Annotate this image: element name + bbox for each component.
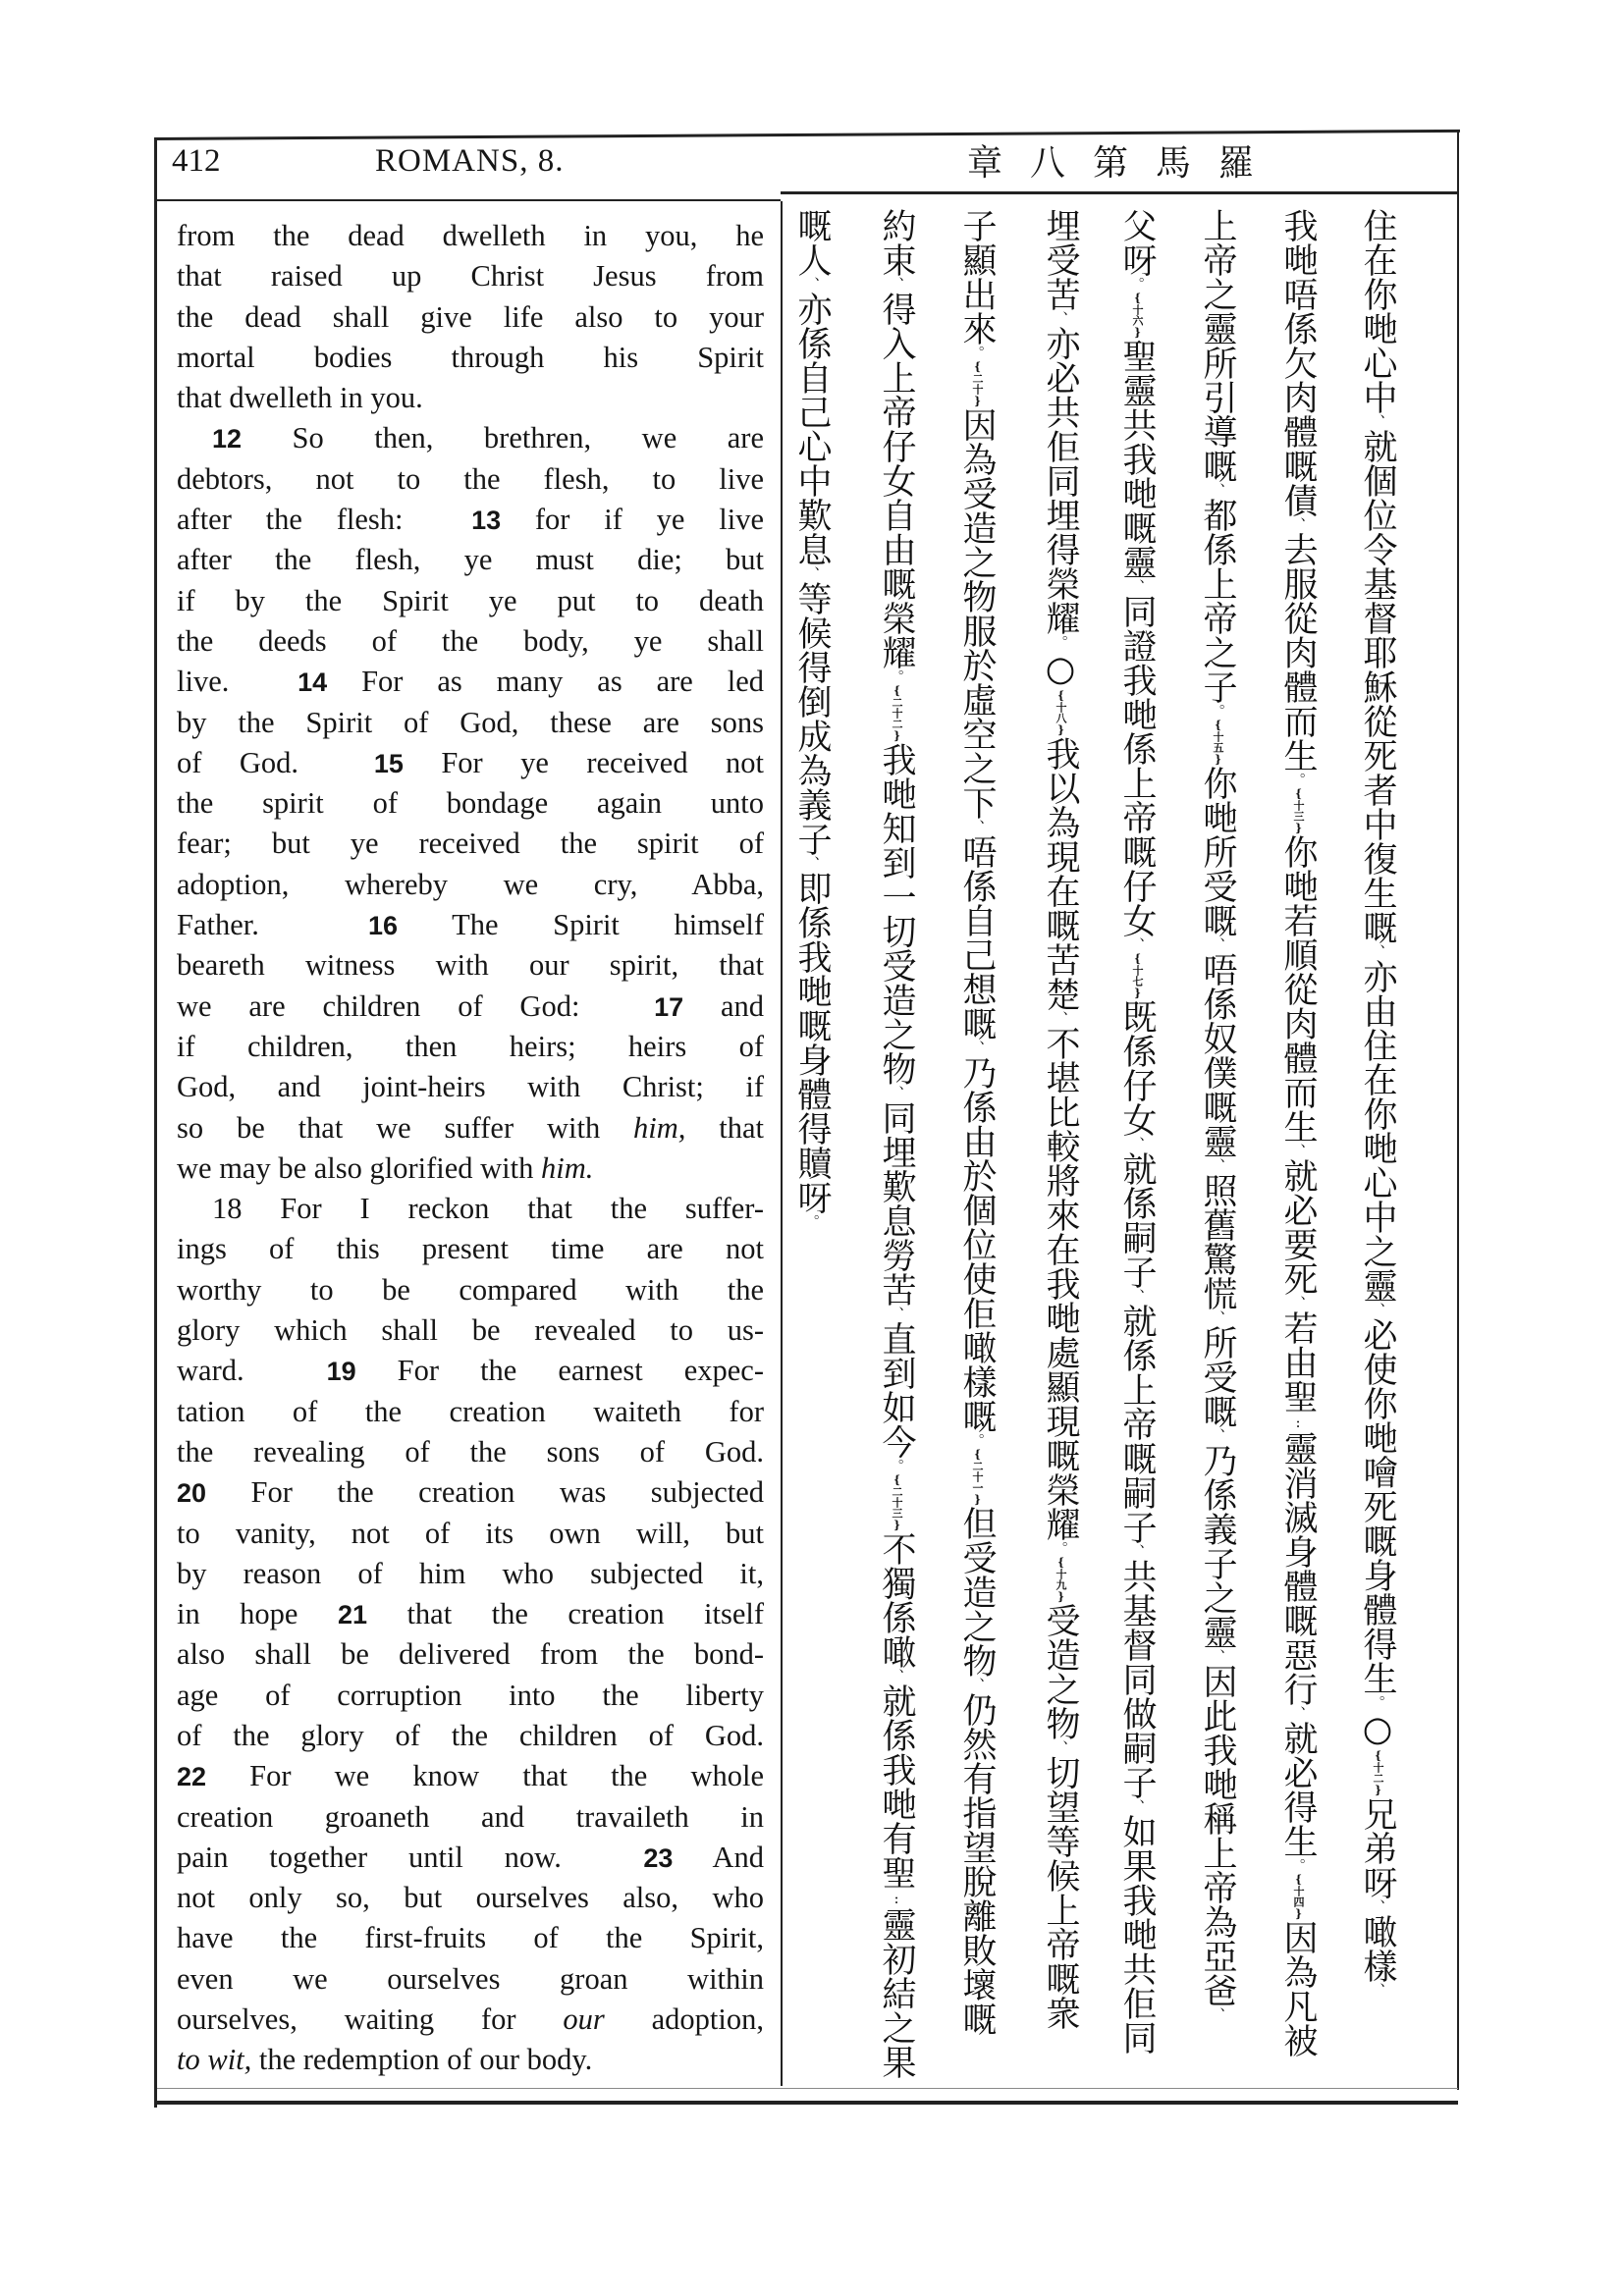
text-segment: that: [685, 1110, 764, 1145]
text-line: [177, 1756, 764, 1796]
chinese-column: 子顯出來。{二十}因為受造之物服於虛空之下、唔係自己想嘅、乃係由於個位使佢噉樣嘅。{二十一}但受造之物、仍然有指望脫離敗壞嘅: [957, 208, 997, 2036]
punctuation-mark: 、: [968, 820, 986, 834]
text-line: [177, 1959, 764, 2000]
punctuation-mark: 、: [888, 1307, 905, 1321]
text-segment: of God.: [177, 745, 374, 779]
punctuation-mark: 、: [1369, 1983, 1386, 1998]
text-line: [177, 1027, 764, 1067]
text-line: [177, 1148, 764, 1189]
punctuation-mark: 、: [1209, 1158, 1226, 1173]
text-line: [177, 621, 764, 662]
text-segment: not only so, but ourselves also, who: [177, 1881, 764, 1915]
text-line: [177, 662, 764, 702]
punctuation-mark: 。: [888, 669, 905, 684]
text-segment: fear; but ye received the spirit of: [177, 827, 764, 861]
verse-marker: {二十}: [971, 360, 984, 407]
punctuation-mark: 、: [888, 1669, 905, 1683]
text-segment: from the dead dwelleth in you, he: [177, 219, 764, 252]
text-line: [177, 1594, 764, 1634]
punctuation-mark: 、: [1128, 1137, 1146, 1151]
text-segment: by the Spirit of God, these are sons: [177, 705, 764, 739]
punctuation-mark: 、: [1209, 1310, 1226, 1325]
punctuation-mark: :: [1289, 1414, 1307, 1431]
punctuation-mark: 、: [1209, 937, 1226, 952]
text-segment: For as many as are led: [327, 665, 764, 699]
text-line: [177, 1716, 764, 1756]
punctuation-mark: 、: [1128, 1289, 1146, 1304]
punctuation-mark: 、: [1052, 311, 1069, 326]
column-divider: [781, 201, 783, 2086]
text-line: [177, 540, 764, 580]
verse-marker: {二十一}: [971, 1448, 984, 1506]
punctuation-mark: 、: [803, 277, 821, 292]
text-line: [177, 1676, 764, 1716]
verse-marker: {十六}: [1131, 292, 1144, 339]
text-segment: that raised up Christ Jesus from: [177, 259, 764, 294]
punctuation-mark: 。: [1209, 704, 1226, 719]
text-segment: and: [683, 988, 764, 1023]
text-segment: creation groaneth and travaileth in: [177, 1799, 764, 1834]
text-line: [177, 500, 764, 540]
text-segment: For we know that the whole: [206, 1759, 764, 1793]
verse-marker: {十三}: [1292, 787, 1305, 834]
text-line: [177, 1270, 764, 1310]
text-line: [177, 703, 764, 743]
text-segment: adoption,: [604, 2002, 764, 2037]
text-line: [177, 581, 764, 621]
punctuation-mark: 。: [1289, 773, 1307, 787]
punctuation-mark: 。: [968, 346, 986, 360]
punctuation-mark: 、: [888, 1086, 905, 1100]
chinese-column: 上帝之靈所引導嘅、都係上帝之子。{十五}你哋所受嘅、唔係奴僕嘅靈、照舊驚慌、所受嘅、乃係義子之靈、因此我哋稱上帝為亞爸、: [1198, 208, 1237, 2022]
chinese-running-title: 章八第馬羅: [967, 143, 1282, 184]
text-segment: glory which shall be revealed to us-: [177, 1313, 764, 1348]
punctuation-mark: 、: [1052, 1011, 1069, 1026]
text-line: [177, 216, 764, 256]
punctuation-mark: 。: [1289, 1858, 1307, 1873]
verse-marker: {十二}: [1372, 1749, 1384, 1796]
running-title: ROMANS, 8.: [375, 143, 565, 179]
text-segment: ings of this present time are not: [177, 1232, 764, 1266]
punctuation-mark: 、: [1289, 1706, 1307, 1721]
text-line: [177, 1634, 764, 1675]
left-frame-line: [154, 139, 157, 2108]
verse-marker: {二十二}: [891, 684, 903, 742]
text-segment: And: [673, 1840, 764, 1874]
text-segment: to vanity, not of its own will, but: [177, 1516, 764, 1550]
text-line: [177, 1797, 764, 1838]
text-segment: so be that we suffer with: [177, 1110, 634, 1145]
punctuation-mark: 、: [1289, 1144, 1307, 1158]
bottom-rule: [157, 2101, 1458, 2105]
punctuation-mark: 、: [803, 566, 821, 581]
text-segment: ward.: [177, 1354, 327, 1388]
verse-marker: {十八}: [1055, 689, 1067, 736]
punctuation-mark: 、: [888, 277, 905, 292]
chinese-column: 父呀。{十六}聖靈共我哋嘅靈、同證我哋係上帝嘅仔女、{十七}既係仔女、就係嗣子、就係上帝嘅嗣子、共基督同做嗣子、如果我哋共佢同: [1117, 208, 1157, 2055]
text-segment: For the earnest expec-: [355, 1354, 764, 1388]
italic-text: our: [563, 2002, 605, 2037]
text-line: [177, 418, 764, 458]
punctuation-mark: 、: [1369, 1303, 1386, 1317]
text-line: [177, 865, 764, 905]
text-segment: the deeds of the body, ye shall: [177, 623, 764, 658]
text-segment: God, and joint-heirs with Christ; if: [177, 1070, 764, 1104]
punctuation-mark: 、: [803, 856, 821, 871]
text-line: [177, 1229, 764, 1269]
text-segment: also shall be delivered from the bond-: [177, 1637, 764, 1672]
text-segment: for if ye live: [501, 503, 764, 537]
text-line: [177, 1554, 764, 1594]
punctuation-mark: 、: [1052, 1740, 1069, 1755]
verse-marker: {十四}: [1292, 1873, 1305, 1920]
verse-number: 15: [373, 748, 404, 778]
verse-number: 19: [326, 1357, 356, 1387]
text-line: [177, 783, 764, 824]
text-segment: ourselves, waiting for: [177, 2002, 564, 2037]
text-line: [177, 1351, 764, 1391]
verse-marker: {十五}: [1212, 719, 1224, 766]
header-rule-left: [157, 199, 781, 201]
verse-number: 16: [368, 911, 399, 941]
text-line: [177, 1108, 764, 1148]
text-segment: after the flesh:: [177, 503, 472, 537]
text-segment: So then, brethren, we are: [242, 421, 764, 455]
english-text-column: [177, 216, 764, 2081]
punctuation-mark: 、: [1128, 1799, 1146, 1814]
punctuation-mark: 、: [1369, 414, 1386, 429]
text-segment: adoption, whereby we cry, Abba,: [177, 867, 764, 901]
text-line: [177, 2000, 764, 2040]
text-line: [177, 1514, 764, 1554]
verse-number: 13: [471, 506, 502, 536]
text-segment: in hope: [177, 1597, 338, 1631]
verse-marker: {十九}: [1055, 1556, 1067, 1603]
punctuation-mark: 、: [1128, 579, 1146, 594]
text-line: [177, 1392, 764, 1432]
text-segment: after the flesh, ye must die; but: [177, 543, 764, 577]
punctuation-mark: 。: [888, 1459, 905, 1473]
bottom-rule-thin: [157, 2088, 1458, 2089]
text-segment: the revealing of the sons of God.: [177, 1434, 764, 1468]
verse-number: 22: [177, 1762, 207, 1792]
punctuation-mark: 、: [1128, 937, 1146, 952]
text-segment: the redemption of our body.: [251, 2043, 593, 2077]
text-segment: live.: [177, 665, 298, 699]
punctuation-mark: 、: [1289, 1296, 1307, 1310]
text-line: [177, 2040, 764, 2080]
text-segment: that the creation itself: [366, 1597, 765, 1631]
chinese-column: 我哋唔係欠肉體嘅債、去服從肉體而生。{十三}你哋若順從肉體而生、就必要死、若由聖:靈消滅身體嘅惡行、就必得生。{十四}因為凡被: [1278, 208, 1318, 2057]
text-segment: even we ourselves groan within: [177, 1961, 764, 1996]
verse-number: 17: [654, 991, 684, 1022]
text-segment: mortal bodies through his Spirit: [177, 340, 764, 374]
text-segment: the dead shall give life also to your: [177, 299, 764, 334]
chinese-column: 住在你哋心中、就個位令基督耶穌從死者中復生嘅、亦由住在你哋心中之靈、必使你哋噲死嘅身體得生。○{十二}兄弟呀、噉樣、: [1358, 208, 1397, 1998]
text-segment: have the first-fruits of the Spirit,: [177, 1921, 764, 1955]
text-segment: we may be also glorified with: [177, 1150, 541, 1185]
text-line: [177, 905, 764, 945]
punctuation-mark: 。: [968, 1433, 986, 1448]
text-segment: worthy to be compared with the: [177, 1272, 764, 1307]
punctuation-mark: 、: [1209, 483, 1226, 498]
text-segment: the spirit of bondage again unto: [177, 786, 764, 821]
verse-number: 23: [643, 1842, 674, 1873]
punctuation-mark: 、: [1209, 2007, 1226, 2022]
header-rule-right: [781, 191, 1458, 194]
text-line: [177, 1838, 764, 1878]
text-line: [177, 297, 764, 338]
italic-text: him,: [633, 1110, 686, 1145]
verse-number: 12: [212, 424, 243, 454]
punctuation-mark: 。: [1052, 635, 1069, 650]
text-line: [177, 1067, 764, 1107]
text-line: [177, 1472, 764, 1513]
text-segment: by reason of him who subjected it,: [177, 1556, 764, 1590]
text-line: [177, 1432, 764, 1472]
page-number: 412: [172, 143, 221, 179]
punctuation-mark: 。: [1052, 1541, 1069, 1556]
text-line: [177, 1918, 764, 1958]
text-line: [177, 987, 764, 1027]
text-segment: we are children of God:: [177, 988, 655, 1023]
chinese-column: 約束、得入上帝仔女自由嘅榮耀。{二十二}我哋知到一切受造之物、同埋歎息勞苦、直到如今。{二十三}不獨係噉、就係我哋有聖:靈初結之果: [877, 208, 916, 2079]
text-line: [177, 378, 764, 418]
text-line: [177, 459, 764, 500]
text-line: [177, 338, 764, 378]
text-segment: of the glory of the children of God.: [177, 1718, 764, 1752]
text-segment: beareth witness with our spirit, that: [177, 948, 764, 983]
punctuation-mark: 、: [1209, 1428, 1226, 1443]
punctuation-mark: 、: [968, 1041, 986, 1055]
punctuation-mark: 、: [1369, 1899, 1386, 1914]
text-segment: The Spirit himself: [398, 908, 764, 942]
right-frame-line: [1457, 132, 1459, 2090]
text-segment: if children, then heirs; heirs of: [177, 1029, 764, 1063]
italic-text: to wit,: [177, 2043, 252, 2077]
chinese-column: 埋受苦、亦必共佢同埋得榮耀。○{十八}我以為現在嘅苦楚、不堪比較將來在我哋處顯現嘅榮耀。{十九}受造之物、切望等候上帝嘅衆: [1041, 208, 1080, 2030]
text-line: [177, 1189, 764, 1229]
text-segment: that dwelleth in you.: [177, 381, 423, 415]
text-line: [177, 743, 764, 783]
punctuation-mark: 。: [1369, 1695, 1386, 1710]
punctuation-mark: 、: [1128, 1544, 1146, 1559]
text-line: [177, 824, 764, 864]
italic-text: him.: [541, 1150, 594, 1185]
punctuation-mark: :: [888, 1890, 905, 1907]
text-line: [177, 1878, 764, 1918]
verse-number: 21: [337, 1600, 367, 1630]
text-segment: Father.: [177, 908, 369, 942]
punctuation-mark: 、: [1209, 1649, 1226, 1664]
punctuation-mark: 。: [803, 1214, 821, 1229]
text-segment: For the creation was subjected: [206, 1475, 764, 1510]
punctuation-mark: 、: [968, 1678, 986, 1692]
text-segment: pain together until now.: [177, 1840, 644, 1874]
punctuation-mark: 、: [1369, 944, 1386, 959]
punctuation-mark: 。: [1128, 277, 1146, 292]
text-segment: if by the Spirit ye put to death: [177, 583, 764, 617]
punctuation-mark: 、: [1289, 517, 1307, 532]
text-segment: debtors, not to the flesh, to live: [177, 461, 764, 496]
verse-marker: {十七}: [1131, 952, 1144, 999]
verse-number: 20: [177, 1478, 207, 1509]
text-line: [177, 256, 764, 296]
text-segment: tation of the creation waiteth for: [177, 1394, 764, 1428]
text-segment: 18 For I reckon that the suffer-: [212, 1192, 764, 1226]
text-segment: age of corruption into the liberty: [177, 1678, 764, 1712]
chinese-column: 嘅人、亦係自己心中歎息、等候得倒成為義子、即係我哋嘅身體得贖呀。: [792, 208, 832, 1229]
text-line: [177, 945, 764, 986]
text-segment: For ye received not: [403, 745, 764, 779]
verse-marker: {二十三}: [891, 1473, 903, 1531]
verse-number: 14: [298, 667, 328, 698]
text-line: [177, 1310, 764, 1351]
